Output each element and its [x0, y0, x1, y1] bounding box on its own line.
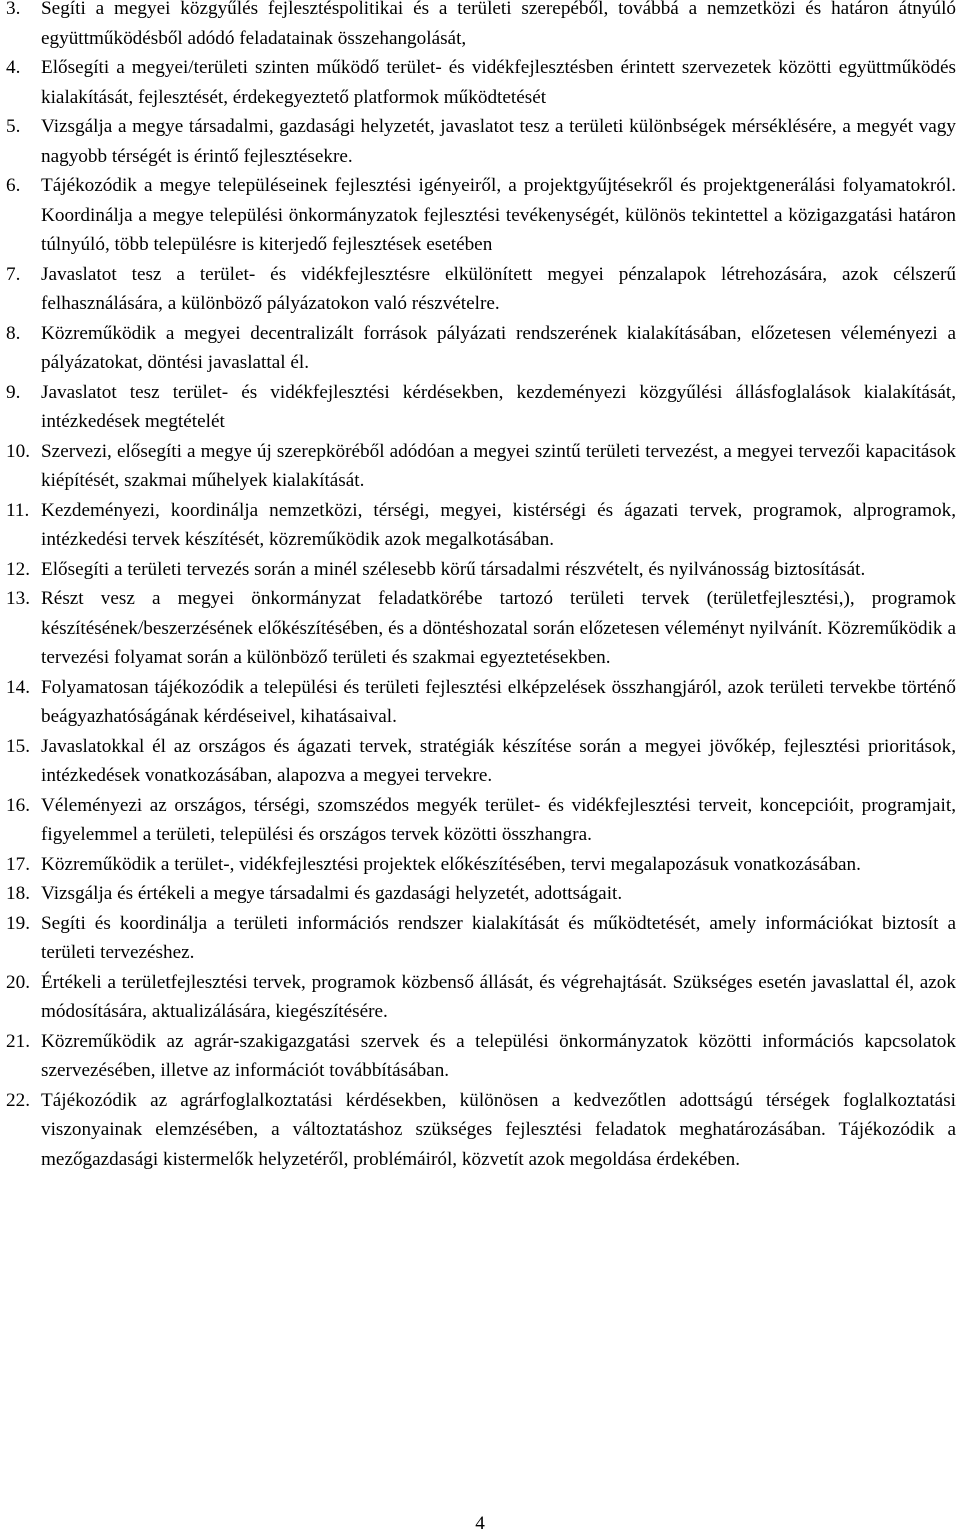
item-text: Folyamatosan tájékozódik a települési és területi fejlesztési elképzelések összhangjáról, azok területi tervekbe történő beágyazhatóságának kérdéseivel, kihatásaival. — [41, 676, 956, 727]
item-text: Vizsgálja a megye társadalmi, gazdasági helyzetét, javaslatot tesz a területi különbségek mérséklésére, a megyét vagy nagyobb térségét is érintő fejlesztésekre. — [41, 116, 956, 167]
item-text: Elősegíti a megyei/területi szinten működő terület- és vidékfejlesztésben érintett szervezetek közötti együttműködés kialakítását, fejlesztését, érdekegyeztető platformok működtetését — [41, 57, 956, 108]
item-text: Közreműködik a megyei decentralizált források pályázati rendszerének kialakításában, előzetesen véleményezi a pályázatokat, döntési javaslattal él. — [41, 322, 956, 373]
item-number: 5. — [6, 116, 21, 137]
item-number: 9. — [6, 381, 21, 403]
item-number: 8. — [6, 322, 21, 344]
page-number: 4 — [475, 1513, 485, 1534]
item-text: Értékeli a területfejlesztési tervek, programok közbenső állását, és végrehajtását. Szükséges esetén javaslattal él, azok módosítására, aktualizálására, kiegészítésére. — [41, 971, 956, 1022]
list-item — [0, 1086, 956, 1175]
list-item — [0, 791, 956, 850]
item-text: Tájékozódik a megye településeinek fejlesztési igényeiről, a projektgyűjtésekről és projektgenerálási folyamatokról. Koordinálja a megye települési önkormányzatok fejlesztési tevékenységét, különös tekintettel a közigazgatási határon túlnyúló, több településre is kiterjedő fejlesztések esetében — [41, 175, 956, 255]
list-item — [0, 732, 956, 791]
item-text: Szervezi, elősegíti a megye új szerepköréből adódóan a megyei szintű területi tervezést, a megyei tervezői kapacitások kiépítését, szakmai műhelyek kialakítását. — [41, 440, 956, 491]
item-text: Javaslatot tesz terület- és vidékfejlesztési kérdésekben, kezdeményezi közgyűlési állásfoglalások kialakítását, intézkedések megtételét — [41, 381, 956, 432]
list-item — [0, 112, 956, 171]
item-text: Kezdeményezi, koordinálja nemzetközi, térségi, megyei, kistérségi és ágazati tervek, programok, alprogramok, intézkedési tervek készítését, közreműködik azok megalkotásában. — [41, 499, 956, 550]
item-number: 18. — [6, 883, 30, 904]
item-number: 15. — [6, 735, 30, 757]
list-item — [0, 378, 956, 437]
list-item — [0, 53, 956, 112]
item-number: 19. — [6, 912, 30, 934]
list-item — [0, 584, 956, 673]
list-item — [0, 260, 956, 319]
item-number: 21. — [6, 1030, 30, 1052]
list-item — [0, 0, 956, 53]
list-item — [0, 850, 956, 880]
list-item — [0, 437, 956, 496]
item-text: Javaslatokkal él az országos és ágazati tervek, stratégiák készítése során a megyei jövőkép, fejlesztési prioritások, intézkedések vonatkozásában, alapozva a megyei tervekre. — [41, 735, 956, 786]
list-item — [0, 879, 956, 909]
item-text: Véleményezi az országos, térségi, szomszédos megyék terület- és vidékfejlesztési terveit, koncepcióit, programjait, figyelemmel a területi, települési és országos tervek közötti összhangra. — [41, 794, 956, 845]
item-number: 20. — [6, 971, 30, 993]
item-number: 14. — [6, 676, 30, 698]
item-text: Közreműködik az agrár-szakigazgatási szervek és a települési önkormányzatok közötti információs kapcsolatok szervezésében, illetve az információt továbbításában. — [41, 1030, 956, 1081]
item-text: Elősegíti a területi tervezés során a minél szélesebb körű társadalmi részvételt, és nyilvánosság biztosítását. — [41, 558, 866, 580]
item-number: 7. — [6, 263, 21, 285]
list-item — [0, 673, 956, 732]
list-item — [0, 968, 956, 1027]
list-item — [0, 319, 956, 378]
list-item — [0, 1027, 956, 1086]
item-number: 11. — [6, 499, 30, 521]
item-number: 3. — [6, 0, 21, 19]
item-number: 12. — [6, 558, 30, 580]
item-text: Tájékozódik az agrárfoglalkoztatási kérdésekben, különösen a kedvezőtlen adottságú térségek foglalkoztatási viszonyainak elemzésében, a változtatáshoz szükséges fejlesztési feladatok meghatározásában. Tájékozódik a mezőgazdasági kistermelők helyzetéről, problémáiról, közvetít azok megoldása érdekében. — [41, 1089, 956, 1170]
item-text: Részt vesz a megyei önkormányzat feladatkörébe tartozó területi tervek (területfejlesztési,), programok készítésének/beszerzésének előkészítésében, és a döntéshozatal során előzetesen véleményt nyilvánít. Közreműködik a tervezési folyamat során a különböző területi és szakmai egyeztetésekben. — [41, 588, 956, 668]
item-text: Segíti a megyei közgyűlés fejlesztéspolitikai és a területi szerepéből, továbbá a nemzetközi és határon átnyúló együttműködésből adódó feladatainak összehangolását, — [41, 0, 956, 49]
item-number: 22. — [6, 1089, 30, 1111]
item-number: 6. — [6, 175, 21, 196]
item-text: Javaslatot tesz a terület- és vidékfejlesztésre elkülönített megyei pénzalapok létrehozására, azok célszerű felhasználására, a különböző pályázatokon való részvételre. — [41, 263, 956, 314]
list-item — [0, 171, 956, 260]
item-number: 4. — [6, 57, 21, 78]
item-number: 17. — [6, 853, 30, 875]
item-number: 16. — [6, 794, 30, 816]
list-item — [0, 909, 956, 968]
item-text: Vizsgálja és értékeli a megye társadalmi és gazdasági helyzetét, adottságait. — [41, 883, 623, 904]
item-text: Segíti és koordinálja a területi információs rendszer kialakítását és működtetését, amely információkat biztosít a területi tervezéshez. — [41, 912, 956, 963]
item-number: 10. — [6, 440, 30, 462]
item-text: Közreműködik a terület-, vidékfejlesztési projektek előkészítésében, tervi megalapozásuk vonatkozásában. — [41, 853, 861, 875]
list-item — [0, 496, 956, 555]
item-number: 13. — [6, 588, 30, 609]
list-item — [0, 555, 956, 585]
